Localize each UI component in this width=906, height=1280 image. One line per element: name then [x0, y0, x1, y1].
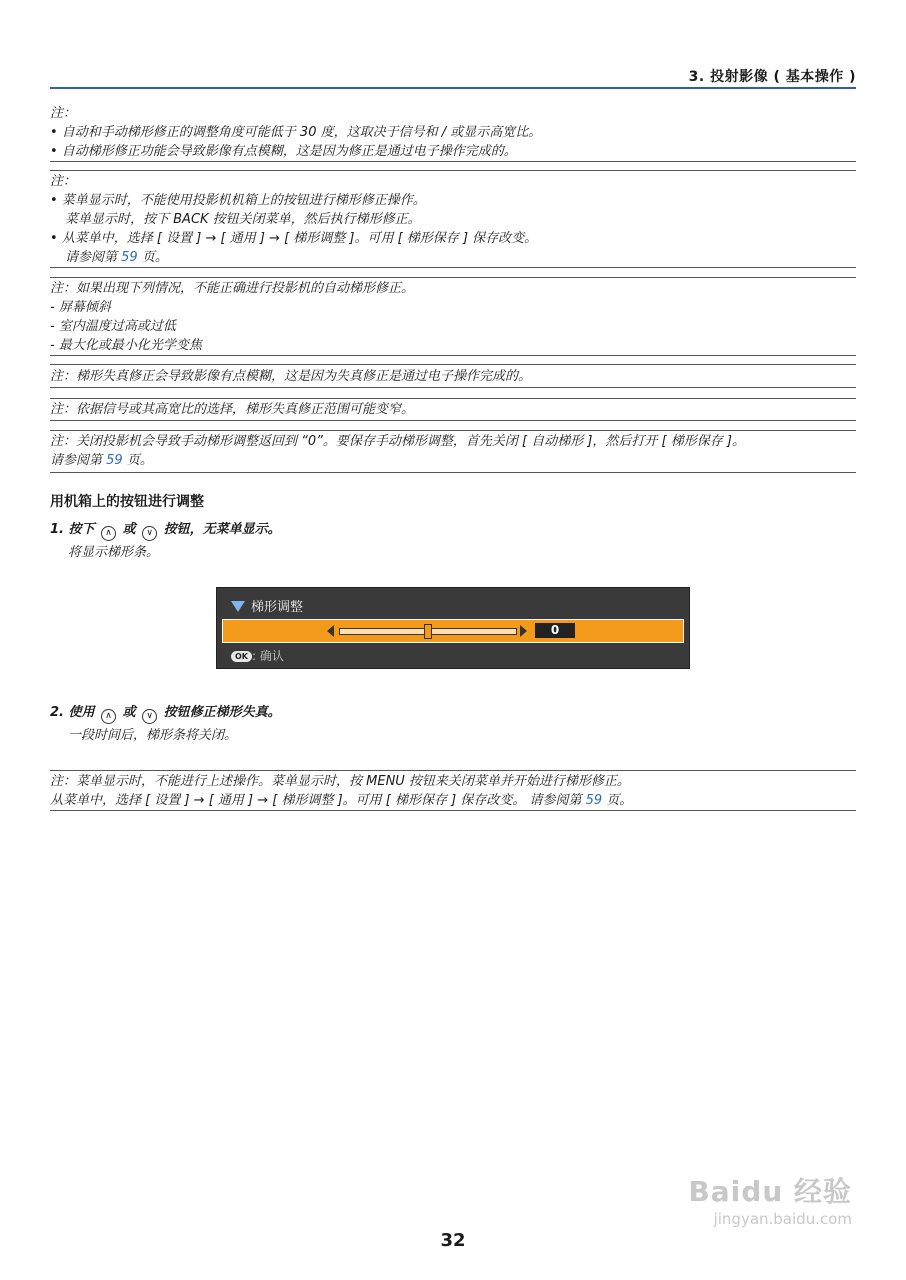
- page-reference: [50, 791, 860, 810]
- header-rule: [50, 87, 856, 89]
- note-block-3: [50, 279, 860, 355]
- step-2-detail: 一段时间后，梯形条将关闭。: [68, 728, 238, 743]
- divider: [50, 472, 856, 473]
- keystone-bar[interactable]: [222, 619, 684, 643]
- divider: [50, 420, 856, 421]
- menu-title: [231, 596, 303, 615]
- note-block-5: [50, 400, 860, 419]
- page-number: 32: [440, 1230, 466, 1251]
- page-link[interactable]: 59: [121, 250, 138, 265]
- right-arrow-icon[interactable]: [520, 625, 527, 637]
- ref-text: 页。: [602, 793, 633, 808]
- keystone-menu: [216, 587, 690, 669]
- divider: [50, 430, 856, 431]
- page-reference: [50, 451, 860, 470]
- note-line: 注：菜单显示时，不能进行上述操作。菜单显示时，按 MENU 按钮来关闭菜单并开始进行梯形修正。: [50, 774, 630, 789]
- step-text: 按钮修正梯形失真。: [163, 705, 281, 720]
- note-line: 注：依据信号或其高宽比的选择，梯形失真修正范围可能变窄。: [50, 402, 415, 417]
- step-text: 或: [122, 705, 136, 720]
- note-block-4: [50, 367, 860, 386]
- note-block-2: [50, 172, 860, 267]
- note-line: 注：如果出现下列情况，不能正确进行投影机的自动梯形修正。: [50, 281, 415, 296]
- step-text: 2. 使用: [50, 705, 95, 720]
- divider: [50, 387, 856, 388]
- ref-text: 从菜单中，选择 [ 设置 ] → [ 通用 ] → [ 梯形调整 ]。可用 [ 梯形保存 ] 保存改变。 请参阅第: [50, 793, 586, 808]
- divider: [50, 398, 856, 399]
- note-line: - 最大化或最小化光学变焦: [50, 338, 202, 353]
- slider-track[interactable]: [339, 628, 517, 635]
- note-line: • 自动梯形修正功能会导致影像有点模糊，这是因为修正是通过电子操作完成的。: [50, 144, 517, 159]
- step-1: [50, 518, 281, 541]
- divider: [50, 277, 856, 278]
- page-reference: [50, 248, 860, 267]
- step-1-detail: 将显示梯形条。: [68, 545, 160, 560]
- ref-text: 请参阅第: [50, 453, 107, 468]
- note-block-1: [50, 104, 860, 161]
- section-title: 用机箱上的按钮进行调整: [50, 494, 204, 510]
- watermark: [688, 1170, 852, 1228]
- divider: [50, 364, 856, 365]
- watermark-url: jingyan.baidu.com: [713, 1210, 852, 1228]
- note-line: 注：: [50, 106, 77, 121]
- note-line: 菜单显示时，按下 BACK 按钮关闭菜单，然后执行梯形修正。: [65, 212, 421, 227]
- divider: [50, 810, 856, 811]
- chapter-title: 3. 投射影像 ( 基本操作 ): [688, 69, 856, 85]
- keystone-value: 0: [535, 623, 575, 638]
- note-line: - 室内温度过高或过低: [50, 319, 176, 334]
- step-text: 或: [122, 522, 136, 537]
- note-line: • 自动和手动梯形修正的调整角度可能低于 30 度，这取决于信号和 / 或显示高宽比。: [50, 125, 542, 140]
- ref-text: 请参阅第: [65, 250, 122, 265]
- note-line: 注：梯形失真修正会导致影像有点模糊，这是因为失真修正是通过电子操作完成的。: [50, 369, 532, 384]
- slider-thumb[interactable]: [424, 624, 432, 639]
- menu-title-text: 梯形调整: [251, 600, 304, 615]
- note-line: • 菜单显示时，不能使用投影机机箱上的按钮进行梯形修正操作。: [50, 193, 426, 208]
- ok-label: : 确认: [252, 649, 284, 663]
- step-text: 按钮，无菜单显示。: [163, 522, 281, 537]
- page-link[interactable]: 59: [106, 453, 123, 468]
- left-arrow-icon[interactable]: [327, 625, 334, 637]
- note-line: 注：: [50, 174, 77, 189]
- note-line: • 从菜单中，选择 [ 设置 ] → [ 通用 ] → [ 梯形调整 ]。可用 [ 梯形保存 ] 保存改变。: [50, 231, 538, 246]
- note-line: 注：关闭投影机会导致手动梯形调整返回到 “0”。要保存手动梯形调整，首先关闭 [ 自动梯形 ]，然后打开 [ 梯形保存 ]。: [50, 434, 745, 449]
- divider: [50, 161, 856, 162]
- ref-text: 页。: [122, 453, 153, 468]
- step-text: 1. 按下: [50, 522, 95, 537]
- note-line: - 屏幕倾斜: [50, 300, 111, 315]
- page-link[interactable]: 59: [585, 793, 603, 808]
- up-button-icon: ∧: [101, 709, 116, 724]
- note-block-6: [50, 432, 860, 470]
- down-button-icon: ∨: [142, 526, 157, 541]
- divider: [50, 267, 856, 268]
- down-button-icon: ∨: [142, 709, 157, 724]
- ref-text: 页。: [137, 250, 168, 265]
- divider: [50, 770, 856, 771]
- keystone-icon: [231, 601, 245, 612]
- up-button-icon: ∧: [101, 526, 116, 541]
- step-2: [50, 701, 281, 724]
- final-note: [50, 772, 860, 810]
- watermark-logo: Baidu 经验: [688, 1175, 852, 1208]
- ok-button-icon: OK: [231, 651, 252, 662]
- divider: [50, 170, 856, 171]
- ok-hint: [231, 647, 284, 664]
- divider: [50, 355, 856, 356]
